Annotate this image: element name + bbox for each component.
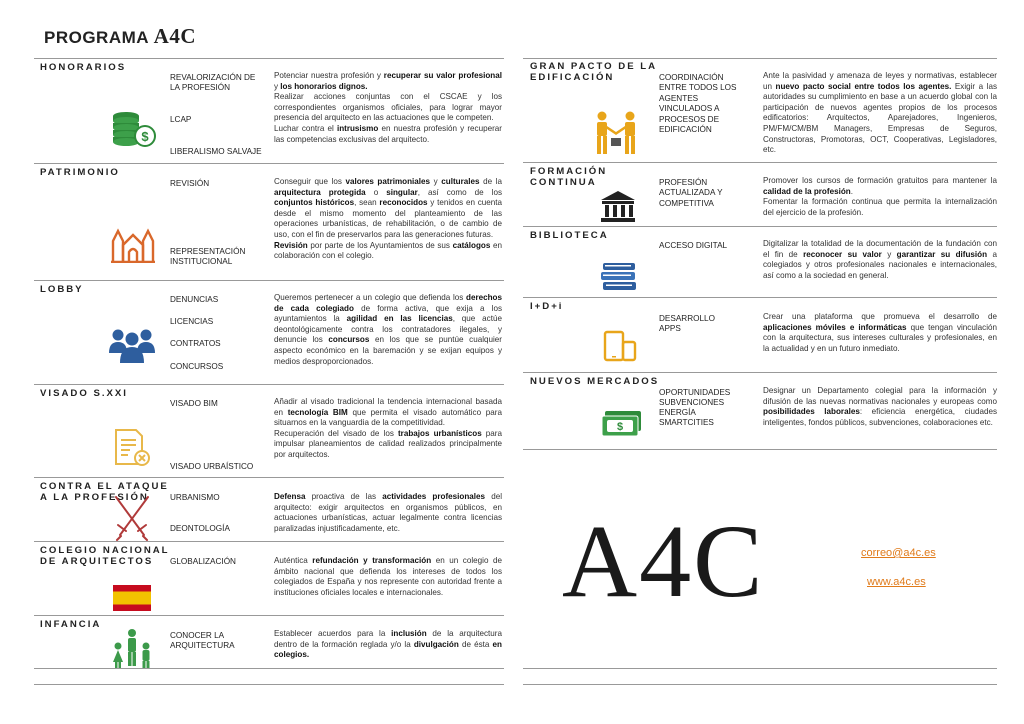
label-acceso: ACCESO DIGITAL (659, 241, 728, 250)
text-infancia: Establecer acuerdos para la inclusión de la arquitectura dentro de la formación reglada y/o la divulgación de ésta en colegios. (274, 629, 503, 660)
section-header-2: A LA PROFESIÓN (40, 492, 149, 503)
label-desarrollo: DESARROLLO APPS (659, 314, 715, 334)
cathedral-icon (110, 225, 156, 263)
handshake-icon (592, 110, 640, 156)
section-header: I+D+i (530, 301, 564, 312)
label-lcap: LCAP (170, 115, 192, 124)
divider (34, 384, 504, 385)
section-header: NUEVOS MERCADOS (530, 376, 660, 387)
section-header: LOBBY (40, 284, 84, 295)
section-header: PATRIMONIO (40, 167, 120, 178)
divider (523, 684, 997, 685)
section-header: VISADO S.XXI (40, 388, 128, 399)
title-brand: A4C (153, 24, 197, 48)
section-idi (530, 301, 563, 312)
label-deontologia: DEONTOLOGÍA (170, 524, 230, 533)
text-colegio: Auténtica refundación y transformación en un colegio de ámbito nacional que defienda los intereses de todos los colegiados de España y nos represente con autoridad frente a instituciones oficiales locales e internacionales. (274, 556, 502, 597)
label-visado-bim: VISADO BIM (170, 399, 218, 408)
text-ataque: Defensa proactiva de las actividades profesionales del arquitecto: exigir arquitectos en organismos públicos, en actuaciones urbanísticas, actuar legalmente contra licencias paralizadas injustificadamente, etc. (274, 492, 502, 533)
section-colegio (40, 545, 170, 567)
divider (34, 58, 504, 59)
divider (523, 668, 997, 669)
coins-icon (110, 110, 158, 148)
divider (34, 541, 504, 542)
divider (523, 297, 997, 298)
divider (34, 684, 504, 685)
section-header: FORMACIÓN (530, 166, 608, 177)
divider (34, 668, 504, 669)
money-icon (600, 410, 644, 440)
label-revalorizacion: REVALORIZACIÓN DE LA PROFESIÓN (170, 73, 256, 93)
label-coordinacion: COORDINACIÓN ENTRE TODOS LOS AGENTES VINCULADOS A PROCESOS DE EDIFICACIÓN (659, 73, 737, 135)
divider (523, 226, 997, 227)
label-subvenciones: SUBVENCIONES (659, 398, 725, 407)
crossed-swords-icon (112, 495, 152, 541)
family-icon (108, 628, 156, 670)
label-conocer: CONOCER LA ARQUITECTURA (170, 631, 235, 651)
svg-text:$: $ (616, 421, 624, 433)
divider (523, 372, 997, 373)
title-prefix: PROGRAMA (44, 28, 149, 47)
spain-flag-icon (113, 585, 151, 611)
label-profesion: PROFESIÓN ACTUALIZADA Y COMPETITIVA (659, 178, 723, 208)
divider (34, 280, 504, 281)
text-pacto: Ante la pasividad y amenaza de leyes y normativas, establecer un nuevo pacto social entre todos los agentes. Exigir a las autoridades su cumplimiento en base a un acuerdo global con la participación de nuevos agentes propios de los procesos edificatorios: Arquitectos, Aparejadores, Ingenieros, PM/FM/CM/BM Managers, Empresas de Seguros, Constructoras, Promotoras, OCT, Cooperativas, Legisladores, etc. (763, 71, 997, 155)
bank-icon (600, 190, 636, 224)
divider (34, 477, 504, 478)
label-liberalismo: LIBERALISMO SALVAJE (170, 147, 262, 156)
document-icon (112, 428, 152, 468)
label-licencias: LICENCIAS (170, 317, 214, 326)
label-representacion: REPRESENTACIÓN INSTITUCIONAL (170, 247, 246, 267)
section-header-2: DE ARQUITECTOS (40, 556, 154, 567)
svg-text:$: $ (141, 129, 149, 144)
web-link[interactable]: www.a4c.es (867, 576, 926, 588)
section-formacion (530, 166, 607, 188)
section-header: HONORARIOS (40, 62, 127, 73)
label-energia: ENERGÍA (659, 408, 696, 417)
section-infancia (40, 619, 101, 630)
section-header: COLEGIO NACIONAL (40, 545, 170, 556)
section-header: BIBLIOTECA (530, 230, 609, 241)
section-header: INFANCIA (40, 619, 102, 630)
group-icon (108, 325, 156, 365)
label-urbanismo: URBANISMO (170, 493, 220, 502)
label-contratos: CONTRATOS (170, 339, 221, 348)
section-honorarios (40, 62, 126, 73)
books-icon (600, 262, 638, 292)
section-header-2: EDIFICACIÓN (530, 72, 615, 83)
label-smartcities: SMARTCITIES (659, 418, 714, 427)
section-pacto (530, 61, 657, 83)
text-mercados: Designar un Departamento colegial para la información y difusión de las nuevas normativas nacionales y europeas como posibilidades laborales: eficiencia energética, ciudades inteligentes, fondos públicos, subvenciones, colaboraciones etc. (763, 386, 997, 427)
text-honorarios: Potenciar nuestra profesión y recuperar su valor profesional y los honorarios dignos. Realizar acciones conjuntas con el CSCAE y los correspondientes organismos oficiales, para lograr mayor presencia del arquitecto en las actuaciones que le competen. Luchar contra el intrusismo en nuestra profesión y recuperar las competencias exclusivas del arquitecto. (274, 71, 502, 144)
divider (34, 163, 504, 164)
email-link[interactable]: correo@a4c.es (861, 547, 936, 559)
devices-icon (603, 330, 637, 362)
divider (523, 449, 997, 450)
page-title (44, 24, 196, 49)
text-idi: Crear una plataforma que promueva el desarrollo de aplicaciones móviles e informáticas que tengan vinculación con la arquitectura, sus intereses culturales y profesionales, en la actualidad y en un futuro inmediato. (763, 312, 997, 353)
text-formacion: Promover los cursos de formación gratuitos para mantener la calidad de la profesión. Fomentar la formación continua que permita la internalización del ejercicio de la profesión. (763, 176, 997, 217)
divider (34, 615, 504, 616)
label-globalizacion: GLOBALIZACIÓN (170, 557, 236, 566)
label-concursos: CONCURSOS (170, 362, 224, 371)
label-denuncias: DENUNCIAS (170, 295, 219, 304)
section-visado (40, 388, 128, 399)
section-header: GRAN PACTO DE LA (530, 61, 658, 72)
divider (523, 162, 997, 163)
label-revision: REVISIÓN (170, 179, 210, 188)
text-lobby: Queremos pertenecer a un colegio que defienda los derechos de cada colegiado de forma activa, que exija a los ayuntamientos la agilidad en las licencias, que actúe deontológicamente contra los contratadores ilegales, y denuncie los concursos en los que se puntúe cualquier aspecto económico en la baremación y se exijan equipos y medios desproporcionados. (274, 293, 502, 366)
section-mercados (530, 376, 659, 387)
text-biblioteca: Digitalizar la totalidad de la documentación de la fundación con el fin de reconocer su valor y garantizar su difusión a colegiados y otros profesionales nacionales e internacionales, así como a la sociedad en general. (763, 239, 997, 280)
text-patrimonio: Conseguir que los valores patrimoniales y culturales de la arquitectura protegida o singular, así como de los conjuntos históricos, sean reconocidos y tenidos en cuenta desde el mismo momento del planteamiento de las operaciones urbanísticas, de rehabilitación, o de cambio de uso, con el fin de preservarlos para las generaciones futuras. Revisión por parte de los Ayuntamientos de sus catálogos en colaboración con el colegio. (274, 177, 502, 261)
logo-a4c: A4C (562, 504, 765, 619)
section-biblioteca (530, 230, 609, 241)
section-patrimonio (40, 167, 120, 178)
section-header-2: CONTINUA (530, 177, 597, 188)
label-visado-urbanistico: VISADO URBAÍSTICO (170, 462, 254, 471)
section-header: CONTRA EL ATAQUE (40, 481, 169, 492)
label-oportunidades: OPORTUNIDADES (659, 388, 731, 397)
section-lobby (40, 284, 84, 295)
text-visado: Añadir al visado tradicional la tendencia internacional basada en tecnología BIM que permita el visado automático para situarnos en la vanguardia de la competitividad. Recuperación del visado de los trabajos urbanísticos para impulsar planeamientos de calidad realizados principalmente por arquitectos. (274, 397, 503, 459)
divider (523, 58, 997, 59)
